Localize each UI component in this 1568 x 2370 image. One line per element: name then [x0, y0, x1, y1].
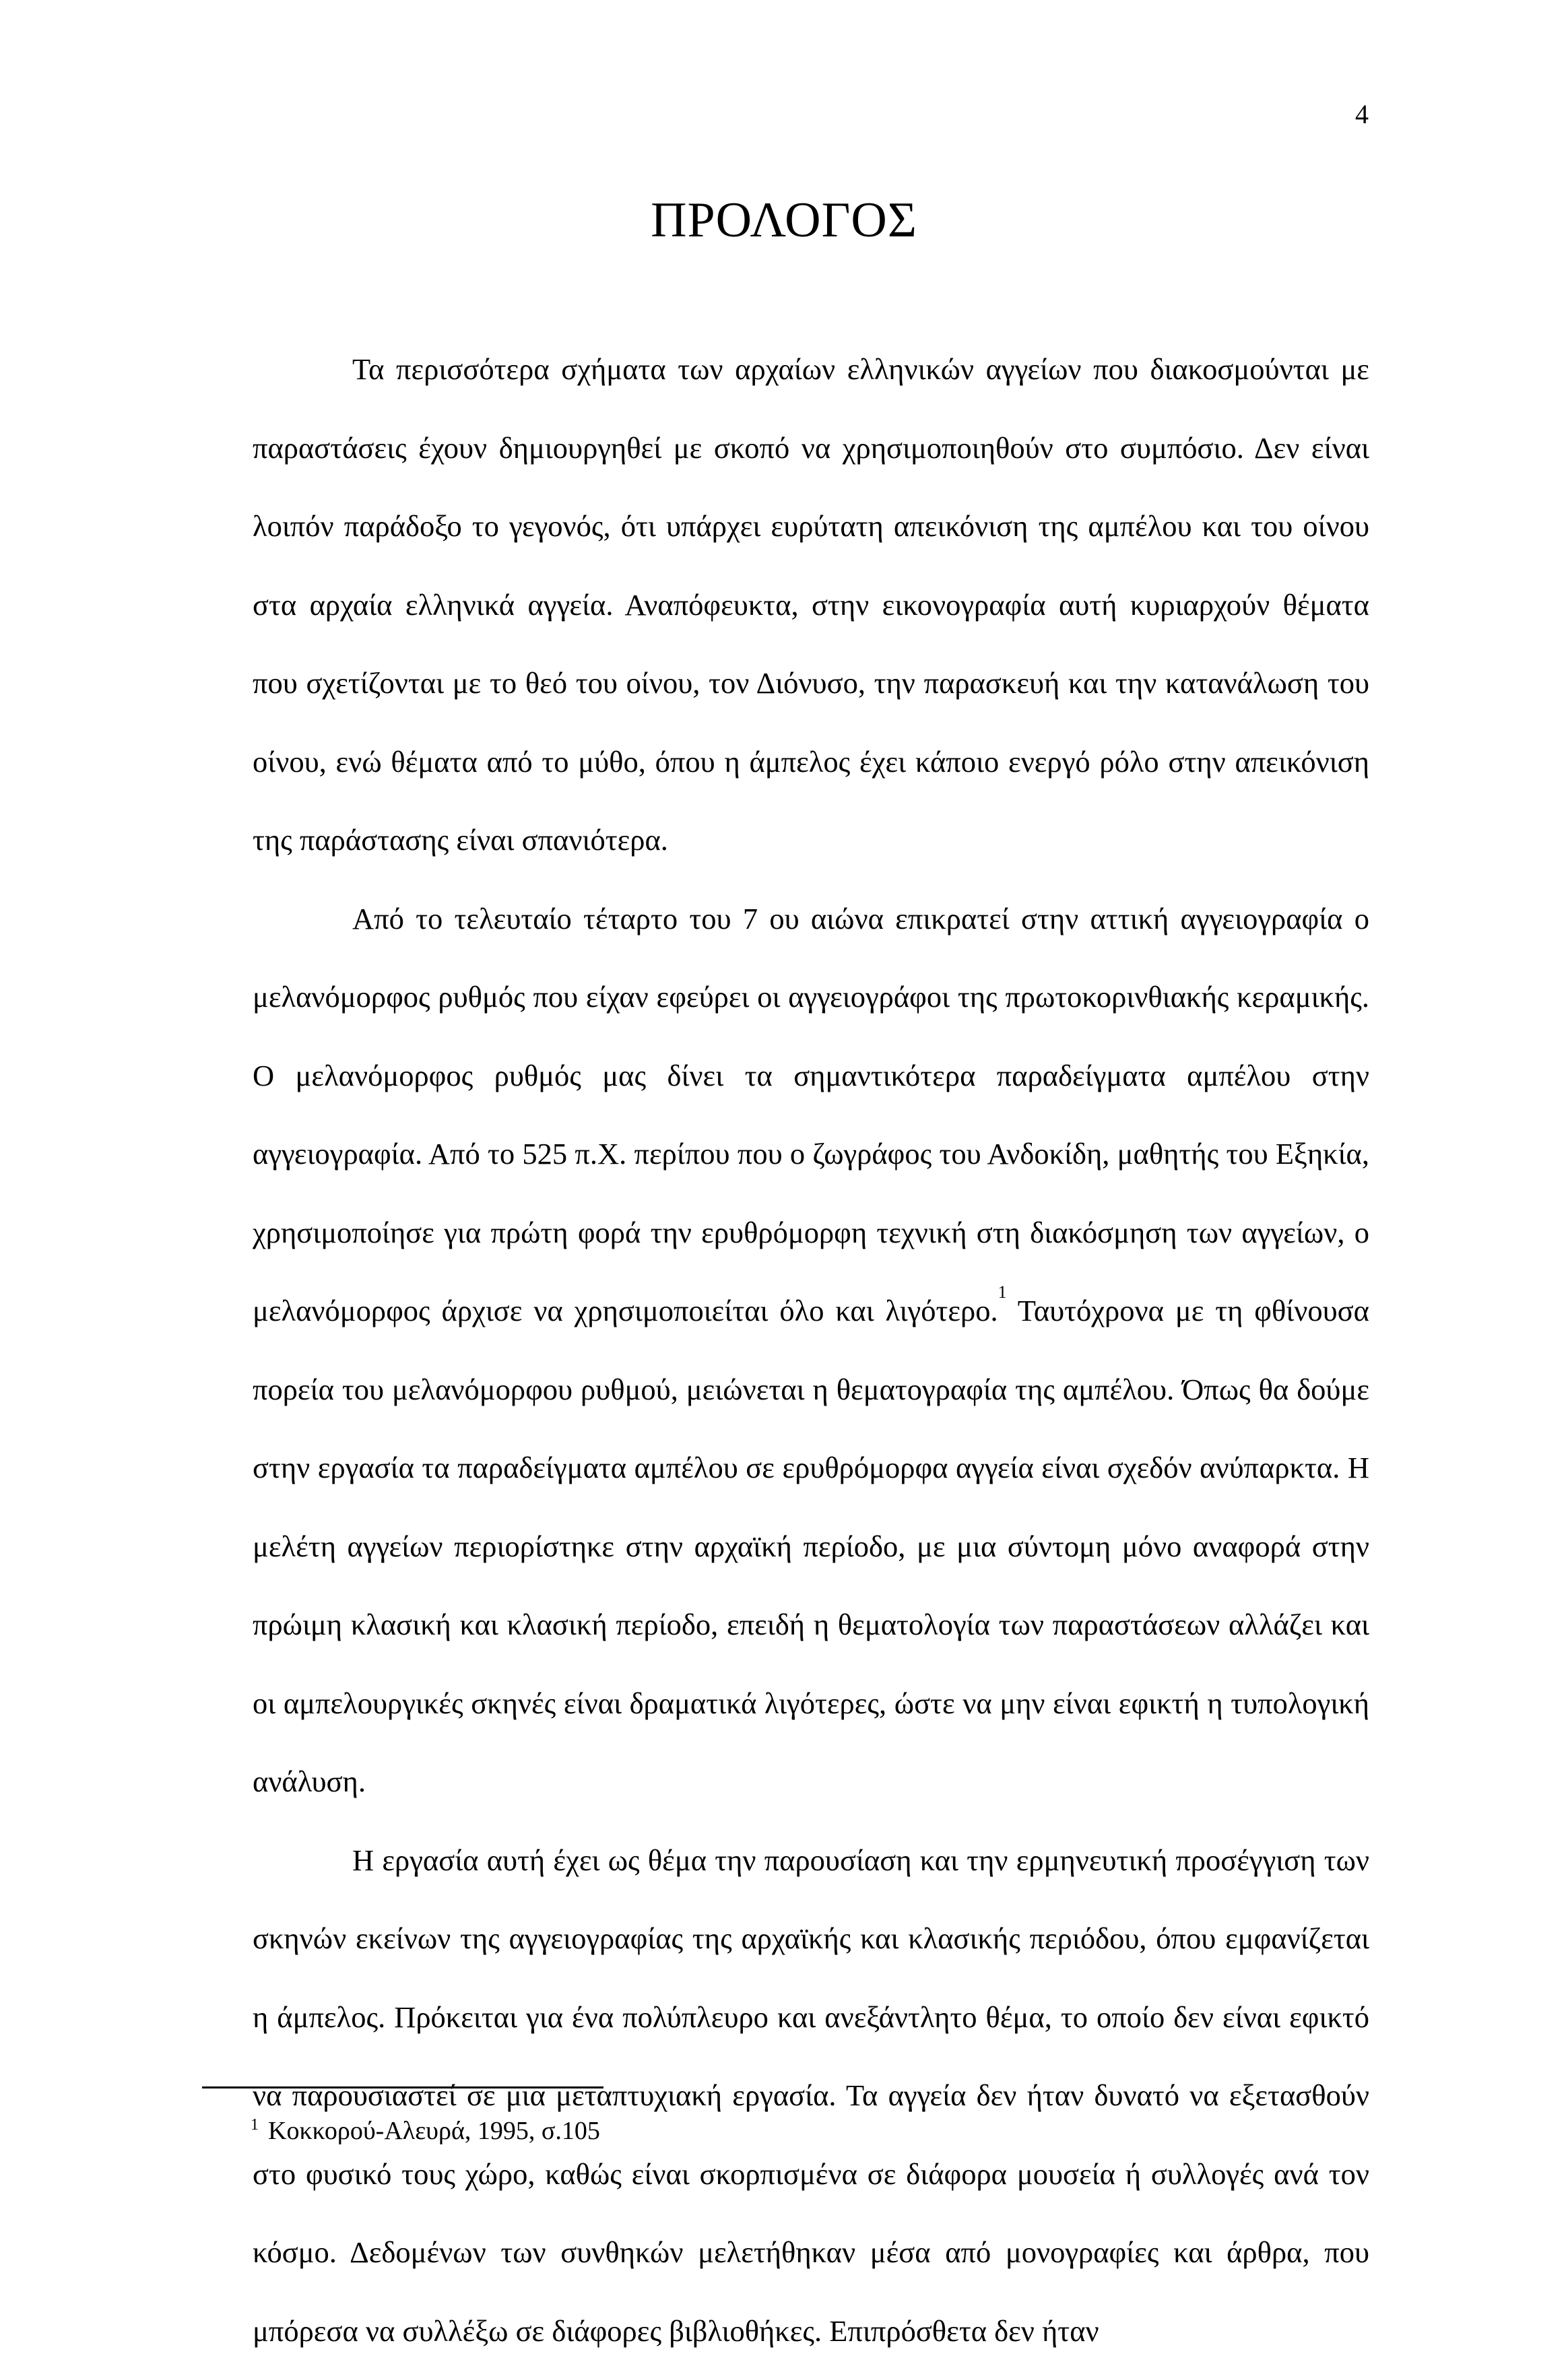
- footnote-reference[interactable]: 1: [998, 1282, 1007, 1302]
- paragraph-1: [253, 330, 1369, 880]
- paragraph-3: [253, 1821, 1369, 2370]
- paragraph-2-text-start: Από το τελευταίο τέταρτο του 7 ου αιώνα επικρατεί στην αττική αγγειογραφία ο μελανόμορφος ρυθμός που είχαν εφεύρει οι αγγειογράφοι της πρωτοκορινθιακής κεραμικής. Ο μελανόμορφος ρυθμός μας δίνει τα σημαντικότερα παραδείγματα αμπέλου στην αγγειογραφία. Από το 525 π.Χ. περίπου που ο ζωγράφος του Ανδοκίδη, μαθητής του Εξηκία, χρησιμοποίησε για πρώτη φορά την ερυθρόμορφη τεχνική στη διακόσμηση των αγγείων, ο μελανόμορφος άρχισε να χρησιμοποιείται όλο και λιγότερο.: [253, 902, 1369, 1328]
- page-number: 4: [1355, 101, 1369, 128]
- paragraph-1-text: Τα περισσότερα σχήματα των αρχαίων ελληνικών αγγείων που διακοσμούνται με παραστάσεις έχουν δημιουργηθεί με σκοπό να χρησιμοποιηθούν στο συμπόσιο. Δεν είναι λοιπόν παράδοξο το γεγονός, ότι υπάρχει ευρύτατη απεικόνιση της αμπέλου και του οίνου στα αρχαία ελληνικά αγγεία. Αναπόφευκτα, στην εικονογραφία αυτή κυριαρχούν θέματα που σχετίζονται με το θεό του οίνου, τον Διόνυσο, την παρασκευή και την κατανάλωση του οίνου, ενώ θέματα από το μύθο, όπου η άμπελος έχει κάποιο ενεργό ρόλο στην απεικόνιση της παράστασης είναι σπανιότερα.: [253, 352, 1369, 857]
- paragraph-2: [253, 880, 1369, 1821]
- footnote-text: Κοκκορού-Αλευρά, 1995, σ.105: [268, 2117, 600, 2145]
- paragraph-3-text: Η εργασία αυτή έχει ως θέμα την παρουσίαση και την ερμηνευτική προσέγγιση των σκηνών εκείνων της αγγειογραφίας της αρχαϊκής και κλασικής περιόδου, όπου εμφανίζεται η άμπελος. Πρόκειται για ένα πολύπλευρο και ανεξάντλητο θέμα, το οποίο δεν είναι εφικτό να παρουσιαστεί σε μια μεταπτυχιακή εργασία. Τα αγγεία δεν ήταν δυνατό να εξετασθούν στο φυσικό τους χώρο, καθώς είναι σκορπισμένα σε διάφορα μουσεία ή συλλογές ανά τον κόσμο. Δεδομένων των συνθηκών μελετήθηκαν μέσα από μονογραφίες και άρθρα, που μπόρεσα να συλλέξω σε διάφορες βιβλιοθήκες. Επιπρόσθετα δεν ήταν: [253, 1843, 1369, 2348]
- footnote: [251, 2116, 600, 2147]
- footnote-separator: [202, 2086, 603, 2088]
- body-text: [253, 330, 1369, 2370]
- paragraph-2-text-end: Ταυτόχρονα με τη φθίνουσα πορεία του μελανόμορφου ρυθμού, μειώνεται η θεματογραφία της αμπέλου. Όπως θα δούμε στην εργασία τα παραδείγματα αμπέλου σε ερυθρόμορφα αγγεία είναι σχεδόν ανύπαρκτα. Η μελέτη αγγείων περιορίστηκε στην αρχαϊκή περίοδο, με μια σύντομη μόνο αναφορά στην πρώιμη κλασική και κλασική περίοδο, επειδή η θεματολογία των παραστάσεων αλλάζει και οι αμπελουργικές σκηνές είναι δραματικά λιγότερες, ώστε να μην είναι εφικτή η τυπολογική ανάλυση.: [253, 1294, 1369, 1798]
- footnote-mark: 1: [251, 2116, 259, 2134]
- page-title: ΠΡΟΛΟΓΟΣ: [0, 195, 1568, 245]
